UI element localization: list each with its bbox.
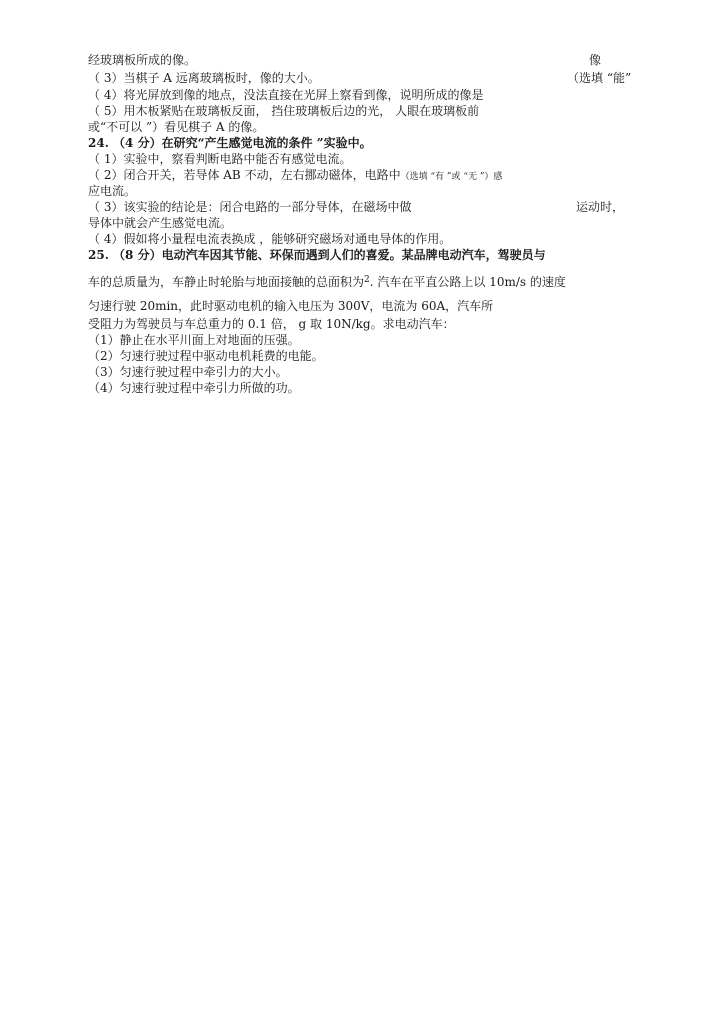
q23-line-1-right: 像 (589, 53, 602, 67)
q25-line-2-a: 车的总质量为，车静止时轮胎与地面接触的总面积为 (88, 275, 365, 289)
q24-sub-2 (88, 167, 502, 185)
q25-title: 25. （8 分）电动汽车因其节能、环保而遇到人们的喜爱。某品牌电动汽车，驾驶员与 (88, 248, 546, 262)
q23-line-2: （ 3）当棋子 A 远离玻璃板时，像的大小。 (88, 71, 320, 85)
q24-sub-3: （ 3）该实验的结论是：闭合电路的一部分导体，在磁场中做 (88, 200, 412, 214)
q23-line-4: （ 5）用木板紧贴在玻璃板反面， 挡住玻璃板后边的光， 人眼在玻璃板前 (88, 104, 480, 118)
q25-line-2-sup: 2 (364, 275, 370, 285)
q24-title: 24. （4 分）在研究“产生感觉电流的条件 ”实验中。 (88, 136, 372, 150)
q24-sub-2-cont: 应电流。 (88, 184, 137, 198)
q24-sub-2-hint: （选填 “有 ”或 “无 ”）感 (400, 172, 503, 182)
q23-line-2-right: （选填 “能” (567, 71, 632, 85)
q24-sub-1: （ 1）实验中，察看判断电路中能否有感觉电流。 (88, 152, 352, 166)
q23-line-1: 经玻璃板所成的像。 (88, 53, 197, 67)
q25-line-2-b: . 汽车在平直公路上以 10m/s 的速度 (369, 275, 566, 289)
q24-sub-2-text: （ 2）闭合开关，若导体 AB 不动，左右挪动磁体，电路中 (88, 168, 401, 182)
q25-line-3: 匀速行驶 20min，此时驱动电机的输入电压为 300V，电流为 60A，汽车所 (88, 299, 494, 313)
q25-line-2 (88, 272, 566, 290)
q25-sub-3: （3）匀速行驶过程中牵引力的大小。 (88, 365, 288, 379)
q25-sub-2: （2）匀速行驶过程中驱动电机耗费的电能。 (88, 349, 324, 363)
q25-sub-1: （1）静止在水平川面上对地面的压强。 (88, 333, 300, 347)
q25-line-4: 受阻力为驾驶员与车总重力的 0.1 倍， g 取 10N/kg。求电动汽车： (88, 317, 455, 331)
q24-sub-3-right: 运动时， (576, 200, 625, 214)
q23-line-3: （ 4）将光屏放到像的地点，没法直接在光屏上察看到像，说明所成的像是 (88, 88, 484, 102)
q25-sub-4: （4）匀速行驶过程中牵引力所做的功。 (88, 381, 300, 395)
q23-line-5: 或“不可以 ”）看见棋子 A 的像。 (88, 120, 265, 134)
q24-sub-4: （ 4）假如将小量程电流表换成 ，能够研究磁场对通电导体的作用。 (88, 232, 452, 246)
q24-sub-3-cont: 导体中就会产生感觉电流。 (88, 216, 233, 230)
